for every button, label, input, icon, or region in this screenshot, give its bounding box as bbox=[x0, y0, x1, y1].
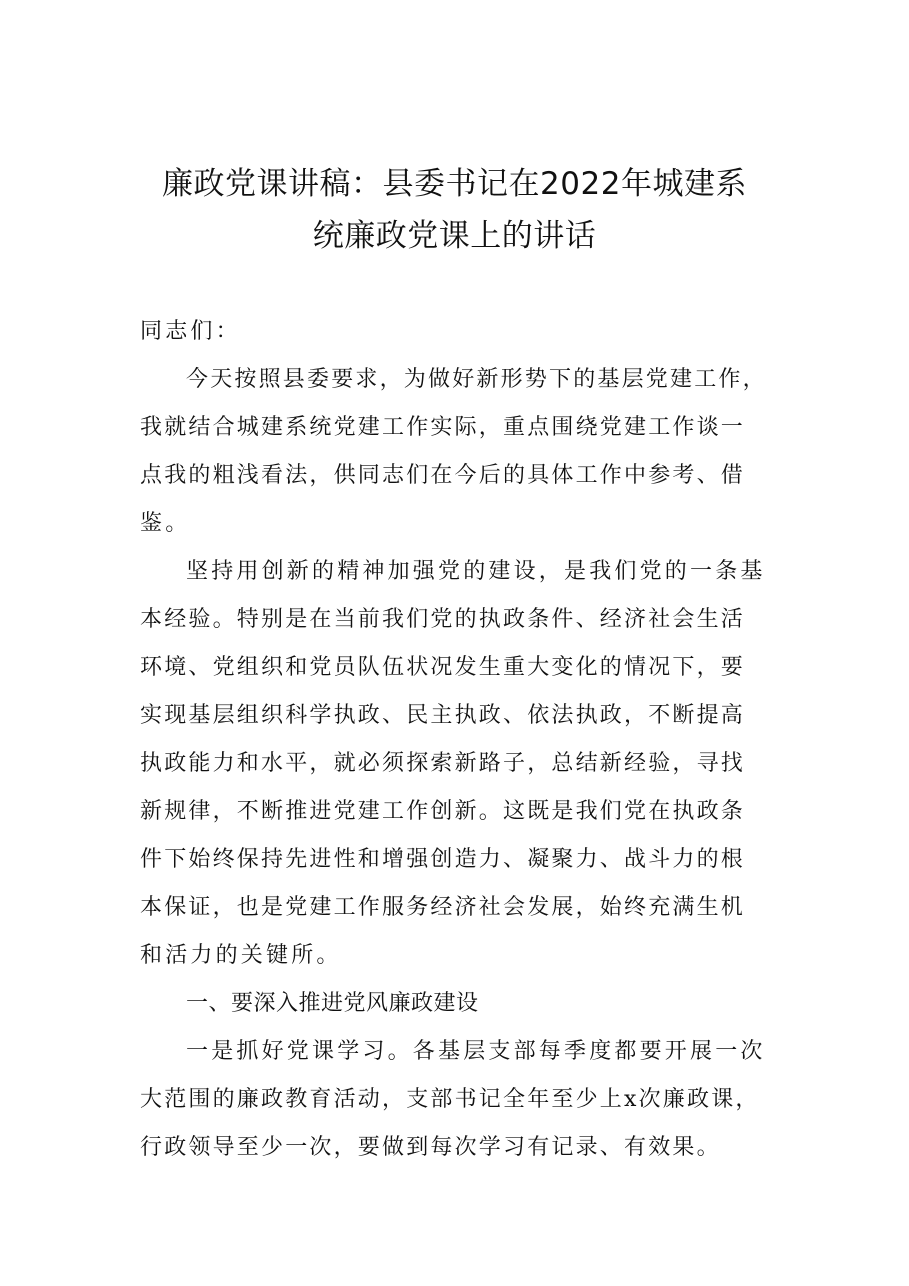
paragraph-3 bbox=[140, 1028, 780, 1172]
paragraph-line: 一是抓好党课学习。各基层支部每季度都要开展一次 bbox=[186, 1039, 766, 1064]
paragraph-line: 点我的粗浅看法，供同志们在今后的具体工作中参考、借 bbox=[140, 463, 746, 488]
salutation: 同志们： bbox=[140, 319, 241, 344]
paragraph-line: 执政能力和水平，就必须探索新路子，总结新经验，寻找 bbox=[140, 751, 746, 776]
title-line-2: 统廉政党课上的讲话 bbox=[312, 218, 597, 254]
paragraph-line: 行政领导至少一次，要做到每次学习有记录、有效果。 bbox=[140, 1135, 721, 1160]
document-body bbox=[140, 308, 780, 1172]
paragraph-line: 件下始终保持先进性和增强创造力、凝聚力、战斗力的根 bbox=[140, 847, 746, 872]
paragraph-line: 大范围的廉政教育活动，支部书记全年至少上x次廉政课， bbox=[140, 1087, 760, 1112]
paragraph-line: 今天按照县委要求，为做好新形势下的基层党建工作， bbox=[186, 367, 767, 392]
paragraph-line: 本保证，也是党建工作服务经济社会发展，始终充满生机 bbox=[140, 895, 746, 920]
paragraph-1 bbox=[140, 356, 780, 548]
paragraph-line: 实现基层组织科学执政、民主执政、依法执政，不断提高 bbox=[140, 703, 746, 728]
paragraph-line: 鉴。 bbox=[140, 511, 191, 536]
paragraph-line: 我就结合城建系统党建工作实际，重点围绕党建工作谈一 bbox=[140, 415, 746, 440]
paragraph-2 bbox=[140, 548, 780, 980]
paragraph-line: 本经验。特别是在当前我们党的执政条件、经济社会生活 bbox=[140, 607, 746, 632]
paragraph-line: 新规律，不断推进党建工作创新。这既是我们党在执政条 bbox=[140, 799, 746, 824]
section-heading-1: 一、要深入推进党风廉政建设 bbox=[186, 991, 479, 1016]
paragraph-line: 和活力的关键所。 bbox=[140, 943, 342, 968]
paragraph-line: 坚持用创新的精神加强党的建设，是我们党的一条基 bbox=[186, 559, 766, 584]
document-title bbox=[100, 158, 809, 262]
title-line-1: 廉政党课讲稿：县委书记在2022年城建系 bbox=[162, 166, 747, 202]
paragraph-line: 环境、党组织和党员队伍状况发生重大变化的情况下，要 bbox=[140, 655, 746, 680]
